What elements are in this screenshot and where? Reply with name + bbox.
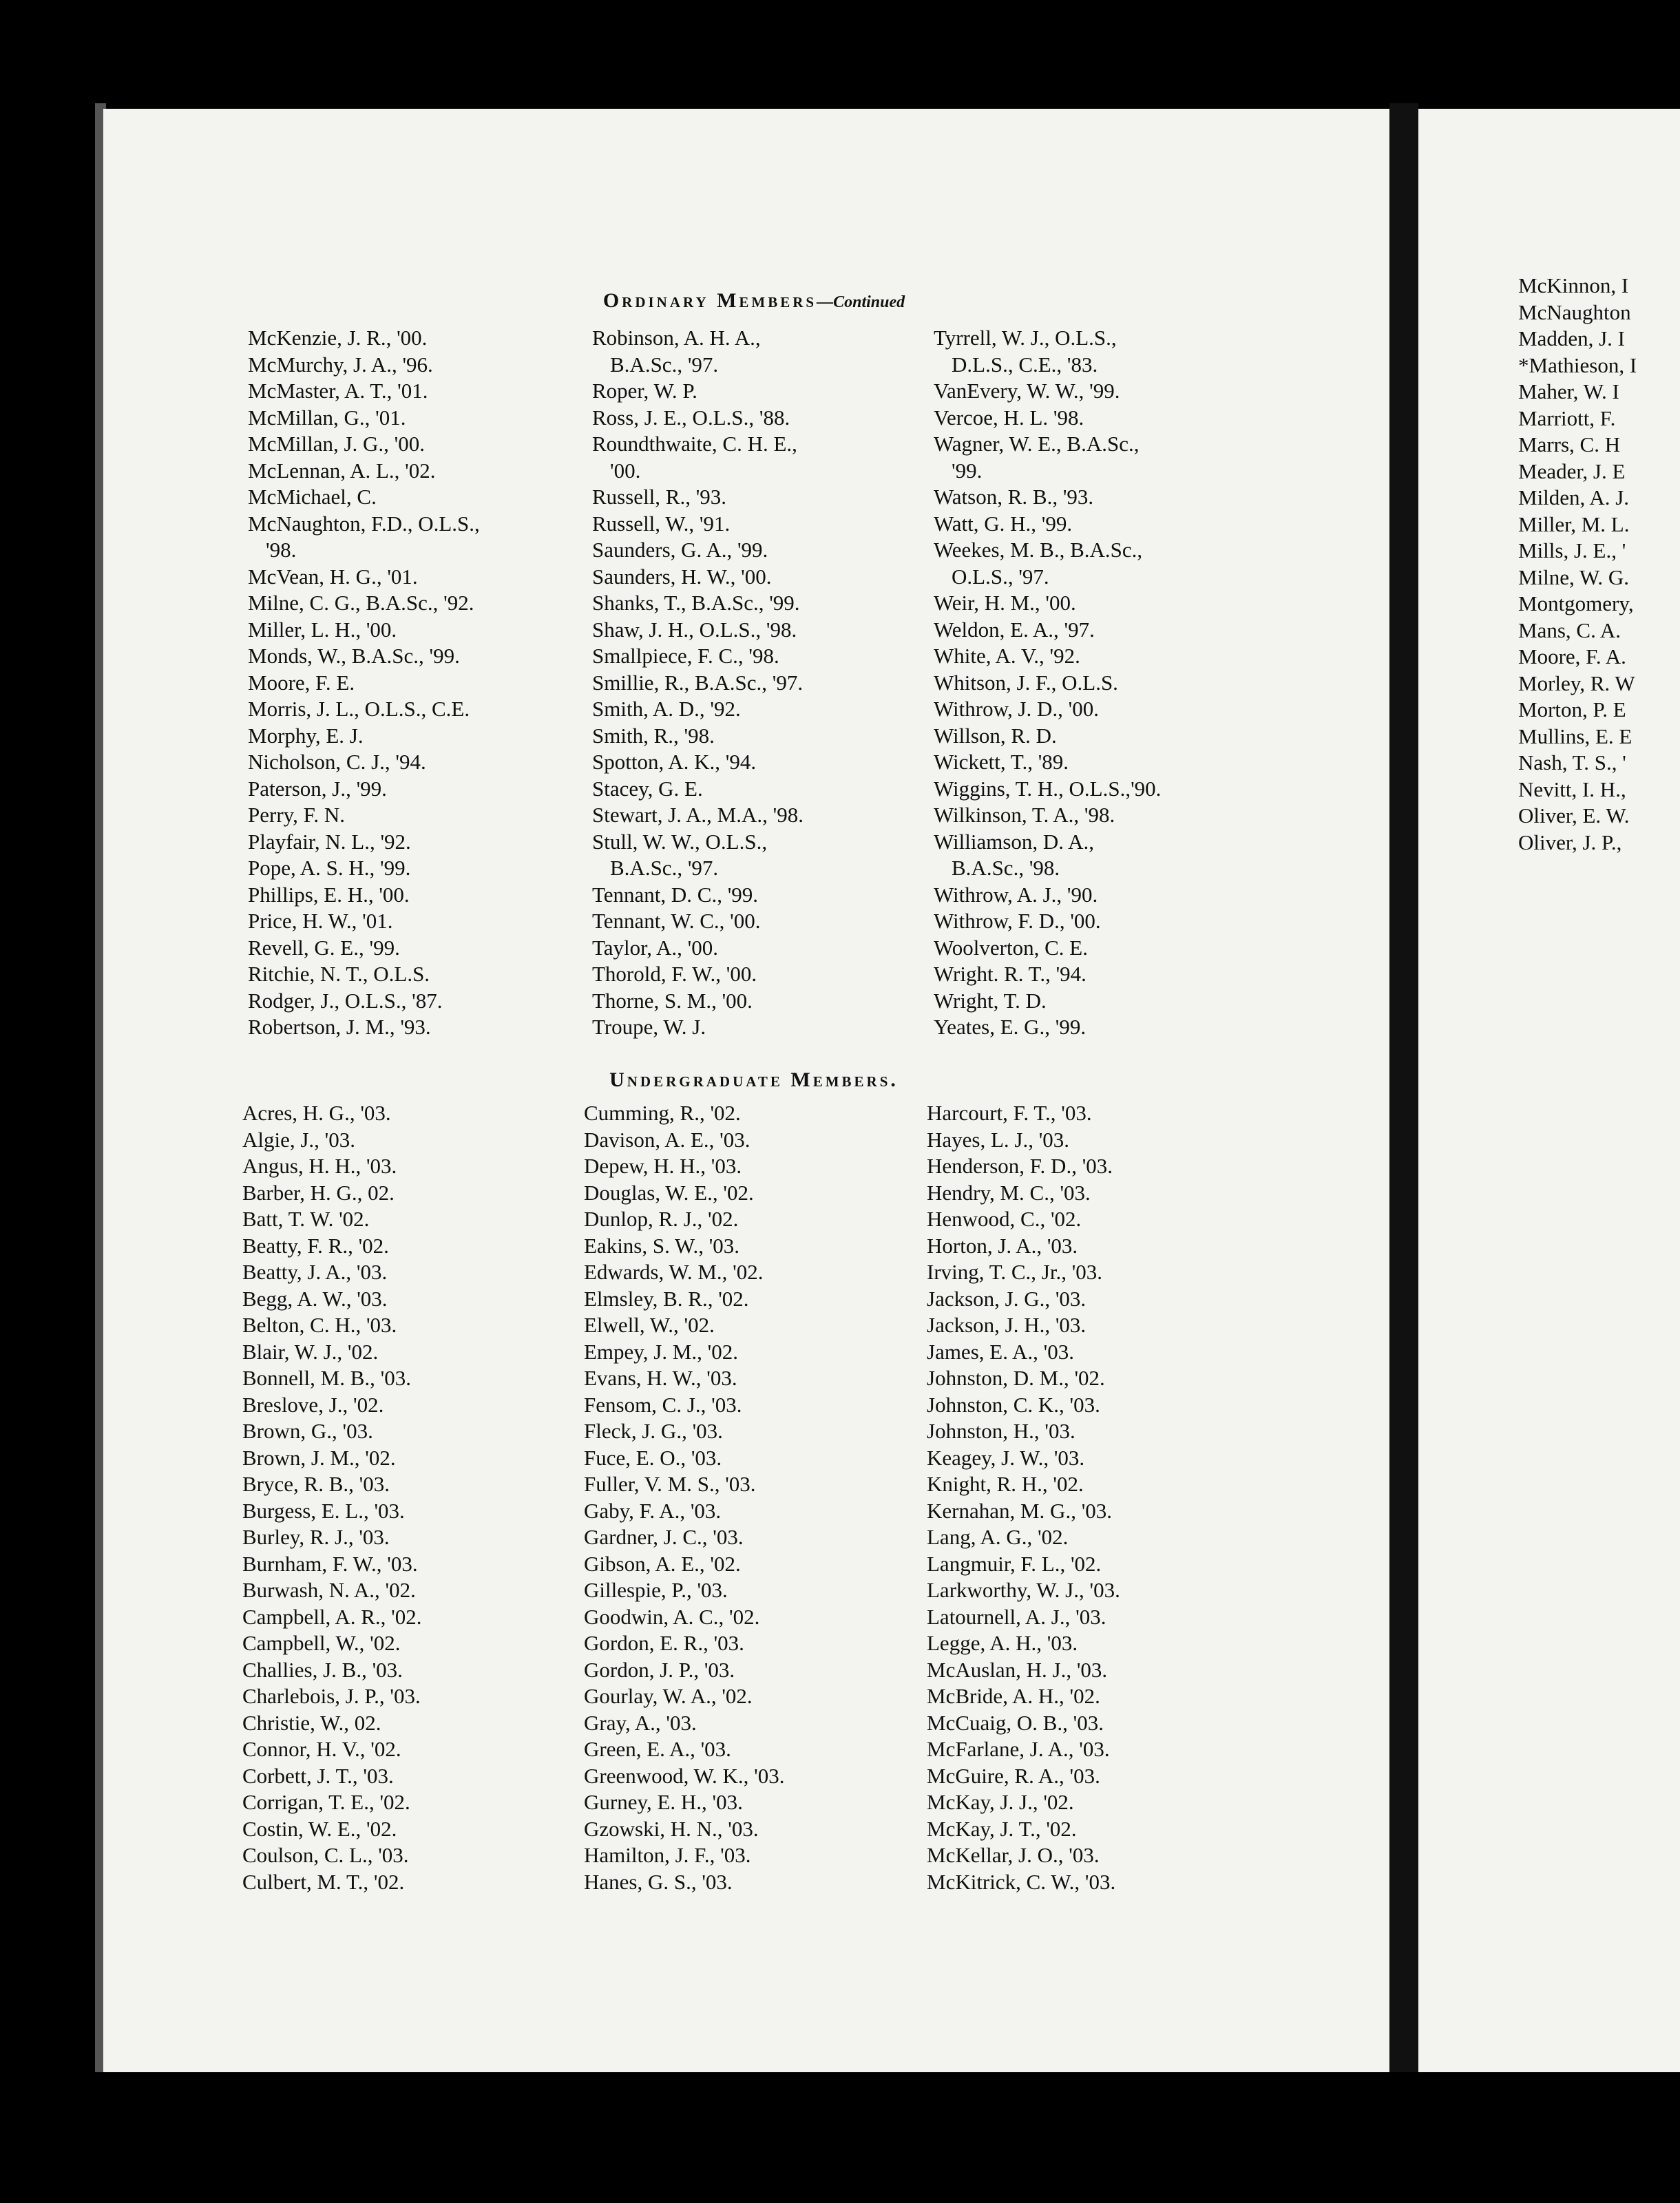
- member-entry: Latournell, A. J., '03.: [927, 1604, 1106, 1629]
- member-entry: Watson, R. B., '93.: [934, 485, 1094, 509]
- member-entry: Russell, W., '91.: [592, 511, 731, 536]
- member-entry: Green, E. A., '03.: [584, 1737, 731, 1761]
- member-entry: Hamilton, J. F., '03.: [584, 1843, 751, 1867]
- member-entry: Smith, R., '98.: [592, 723, 715, 748]
- undergraduate-column-1: [242, 1100, 421, 1895]
- member-entry: Gibson, A. E., '02.: [584, 1551, 741, 1576]
- member-entry: Shanks, T., B.A.Sc., '99.: [592, 591, 800, 615]
- member-entry: Breslove, J., '02.: [242, 1392, 384, 1417]
- member-entry: B.A.Sc., '98.: [952, 856, 1060, 880]
- member-entry: McAuslan, H. J., '03.: [927, 1657, 1108, 1682]
- member-entry: Robertson, J. M., '93.: [248, 1015, 431, 1039]
- member-entry: Davison, A. E., '03.: [584, 1127, 750, 1152]
- member-entry: Tennant, D. C., '99.: [592, 882, 759, 907]
- member-entry: Gray, A., '03.: [584, 1710, 697, 1735]
- member-entry: Empey, J. M., '02.: [584, 1339, 739, 1364]
- member-entry: McKellar, J. O., '03.: [927, 1843, 1100, 1867]
- facing-page-list: [1518, 273, 1637, 856]
- ordinary-column-2: [592, 325, 804, 1041]
- ordinary-column-1: [248, 325, 480, 1041]
- member-entry: Jackson, J. H., '03.: [927, 1313, 1086, 1337]
- member-entry: Milne, C. G., B.A.Sc., '92.: [248, 591, 474, 615]
- heading-text: Undergraduate Members.: [609, 1068, 899, 1091]
- member-entry: Tennant, W. C., '00.: [592, 909, 761, 933]
- member-entry: Withrow, F. D., '00.: [934, 909, 1101, 933]
- member-entry: Williamson, D. A.,: [934, 829, 1094, 854]
- member-entry: Thorne, S. M., '00.: [592, 988, 753, 1013]
- member-entry: Fensom, C. J., '03.: [584, 1392, 742, 1417]
- member-entry: Moore, F. E.: [248, 670, 355, 695]
- member-entry: Charlebois, J. P., '03.: [242, 1684, 421, 1708]
- member-entry: Morton, P. E: [1518, 697, 1626, 721]
- facing-page: [1418, 109, 1680, 2072]
- member-entry: Belton, C. H., '03.: [242, 1313, 397, 1337]
- member-entry: Edwards, W. M., '02.: [584, 1260, 764, 1284]
- member-entry: Weldon, E. A., '97.: [934, 617, 1095, 642]
- member-entry: Johnston, H., '03.: [927, 1419, 1075, 1443]
- member-entry: Bryce, R. B., '03.: [242, 1472, 390, 1496]
- member-entry: Taylor, A., '00.: [592, 935, 718, 960]
- member-entry: Langmuir, F. L., '02.: [927, 1551, 1102, 1576]
- member-entry: Hayes, L. J., '03.: [927, 1127, 1070, 1152]
- member-entry: McVean, H. G., '01.: [248, 564, 418, 589]
- member-entry: McKay, J. J., '02.: [927, 1790, 1074, 1814]
- member-entry: Jackson, J. G., '03.: [927, 1286, 1086, 1311]
- member-entry: Marrs, C. H: [1518, 432, 1621, 456]
- member-entry: Phillips, E. H., '00.: [248, 882, 410, 907]
- member-entry: Madden, J. I: [1518, 326, 1625, 350]
- left-page: [103, 109, 1405, 2072]
- undergraduate-column-3: [927, 1100, 1120, 1895]
- member-entry: Smith, A. D., '92.: [592, 697, 741, 721]
- heading-text: Ordinary Members: [602, 289, 817, 312]
- member-entry: Johnston, D. M., '02.: [927, 1366, 1105, 1390]
- member-entry: Keagey, J. W., '03.: [927, 1445, 1085, 1470]
- member-entry: Harcourt, F. T., '03.: [927, 1101, 1092, 1125]
- member-entry: Brown, J. M., '02.: [242, 1445, 396, 1470]
- member-entry: Stacey, G. E.: [592, 776, 703, 801]
- member-entry: Wilkinson, T. A., '98.: [934, 803, 1115, 827]
- book-gutter: [1389, 103, 1418, 2072]
- member-entry: McMaster, A. T., '01.: [248, 379, 428, 403]
- member-entry: Meader, J. E: [1518, 458, 1626, 483]
- member-entry: McNaughton: [1518, 299, 1631, 324]
- member-entry: Gordon, E. R., '03.: [584, 1631, 744, 1655]
- member-entry: Burley, R. J., '03.: [242, 1525, 390, 1549]
- member-entry: Douglas, W. E., '02.: [584, 1180, 754, 1205]
- member-entry: Tyrrell, W. J., O.L.S.,: [934, 326, 1117, 350]
- member-entry: Playfair, N. L., '92.: [248, 829, 411, 854]
- member-entry: Elmsley, B. R., '02.: [584, 1286, 749, 1311]
- member-entry: Henwood, C., '02.: [927, 1207, 1082, 1231]
- member-entry: Gardner, J. C., '03.: [584, 1525, 744, 1549]
- member-entry: Weir, H. M., '00.: [934, 591, 1076, 615]
- member-entry: McGuire, R. A., '03.: [927, 1763, 1100, 1788]
- member-entry: Irving, T. C., Jr., '03.: [927, 1260, 1103, 1284]
- member-entry: Coulson, C. L., '03.: [242, 1843, 409, 1867]
- member-entry: Wickett, T., '89.: [934, 750, 1069, 774]
- member-entry: Wagner, W. E., B.A.Sc.,: [934, 432, 1140, 456]
- member-entry: Milne, W. G.: [1518, 565, 1630, 589]
- member-entry: Burnham, F. W., '03.: [242, 1551, 418, 1576]
- member-entry: Troupe, W. J.: [592, 1015, 706, 1039]
- member-entry: Yeates, E. G., '99.: [934, 1015, 1086, 1039]
- member-entry: Morphy, E. J.: [248, 723, 364, 748]
- member-entry: Gordon, J. P., '03.: [584, 1657, 735, 1682]
- member-entry: B.A.Sc., '97.: [610, 856, 719, 880]
- member-entry: Willson, R. D.: [934, 723, 1057, 748]
- member-entry: McKay, J. T., '02.: [927, 1816, 1077, 1841]
- member-entry: Acres, H. G., '03.: [242, 1101, 391, 1125]
- member-entry: Campbell, A. R., '02.: [242, 1604, 422, 1629]
- member-entry: Mans, C. A.: [1518, 618, 1621, 642]
- member-entry: Montgomery,: [1518, 591, 1634, 615]
- member-entry: McNaughton, F.D., O.L.S.,: [248, 511, 480, 536]
- member-entry: Rodger, J., O.L.S., '87.: [248, 988, 443, 1013]
- member-entry: Costin, W. E., '02.: [242, 1816, 397, 1841]
- member-entry: Morley, R. W: [1518, 671, 1635, 695]
- member-entry: Wright, T. D.: [934, 988, 1047, 1013]
- member-entry: Fuller, V. M. S., '03.: [584, 1472, 756, 1496]
- member-entry: Greenwood, W. K., '03.: [584, 1763, 785, 1788]
- member-entry: Shaw, J. H., O.L.S., '98.: [592, 617, 797, 642]
- member-entry: Johnston, C. K., '03.: [927, 1392, 1100, 1417]
- member-entry: Depew, H. H., '03.: [584, 1154, 742, 1178]
- member-entry: Smallpiece, F. C., '98.: [592, 644, 779, 668]
- member-entry: Burwash, N. A., '02.: [242, 1578, 416, 1602]
- member-entry: Roundthwaite, C. H. E.,: [592, 432, 797, 456]
- member-entry: Fleck, J. G., '03.: [584, 1419, 723, 1443]
- member-entry: Woolverton, C. E.: [934, 935, 1088, 960]
- member-entry: Kernahan, M. G., '03.: [927, 1498, 1113, 1523]
- member-entry: Culbert, M. T., '02.: [242, 1869, 405, 1894]
- member-entry: McMurchy, J. A., '96.: [248, 352, 433, 377]
- member-entry: White, A. V., '92.: [934, 644, 1080, 668]
- member-entry: Saunders, H. W., '00.: [592, 564, 772, 589]
- member-entry: Ross, J. E., O.L.S., '88.: [592, 405, 790, 430]
- member-entry: Spotton, A. K., '94.: [592, 750, 757, 774]
- member-entry: Withrow, J. D., '00.: [934, 697, 1099, 721]
- undergraduate-column-2: [584, 1100, 784, 1895]
- member-entry: Eakins, S. W., '03.: [584, 1233, 740, 1258]
- member-entry: VanEvery, W. W., '99.: [934, 379, 1120, 403]
- member-entry: McKinnon, I: [1518, 273, 1629, 297]
- member-entry: Horton, J. A., '03.: [927, 1233, 1078, 1258]
- member-entry: McLennan, A. L., '02.: [248, 458, 436, 483]
- member-entry: Goodwin, A. C., '02.: [584, 1604, 760, 1629]
- member-entry: '00.: [610, 458, 641, 483]
- member-entry: McFarlane, J. A., '03.: [927, 1737, 1110, 1761]
- member-entry: Saunders, G. A., '99.: [592, 538, 768, 562]
- member-entry: Beatty, J. A., '03.: [242, 1260, 388, 1284]
- member-entry: Russell, R., '93.: [592, 485, 727, 509]
- member-entry: Hanes, G. S., '03.: [584, 1869, 733, 1894]
- member-entry: Roper, W. P.: [592, 379, 697, 403]
- member-entry: Weekes, M. B., B.A.Sc.,: [934, 538, 1143, 562]
- member-entry: Fuce, E. O., '03.: [584, 1445, 722, 1470]
- member-entry: Elwell, W., '02.: [584, 1313, 715, 1337]
- member-entry: Whitson, J. F., O.L.S.: [934, 670, 1118, 695]
- member-entry: James, E. A., '03.: [927, 1339, 1074, 1364]
- member-entry: Legge, A. H., '03.: [927, 1631, 1078, 1655]
- member-entry: Bonnell, M. B., '03.: [242, 1366, 411, 1390]
- member-entry: Larkworthy, W. J., '03.: [927, 1578, 1120, 1602]
- member-entry: Thorold, F. W., '00.: [592, 962, 757, 986]
- member-entry: Gzowski, H. N., '03.: [584, 1816, 759, 1841]
- member-entry: Monds, W., B.A.Sc., '99.: [248, 644, 460, 668]
- member-entry: '98.: [266, 538, 297, 562]
- member-entry: Knight, R. H., '02.: [927, 1472, 1084, 1496]
- member-entry: Maher, W. I: [1518, 379, 1619, 403]
- member-entry: Miller, L. H., '00.: [248, 617, 397, 642]
- member-entry: Perry, F. N.: [248, 803, 346, 827]
- member-entry: Hendry, M. C., '03.: [927, 1180, 1091, 1205]
- member-entry: Oliver, J. P.,: [1518, 830, 1622, 854]
- member-entry: Nicholson, C. J., '94.: [248, 750, 426, 774]
- member-entry: Barber, H. G., 02.: [242, 1180, 395, 1205]
- member-entry: Campbell, W., '02.: [242, 1631, 401, 1655]
- member-entry: Beatty, F. R., '02.: [242, 1233, 389, 1258]
- member-entry: Dunlop, R. J., '02.: [584, 1207, 739, 1231]
- member-entry: Milden, A. J.: [1518, 485, 1630, 509]
- member-entry: Connor, H. V., '02.: [242, 1737, 401, 1761]
- continued-label: —Continued: [817, 293, 905, 311]
- member-entry: Stewart, J. A., M.A., '98.: [592, 803, 804, 827]
- ordinary-column-3: [934, 325, 1161, 1041]
- member-entry: Blair, W. J., '02.: [242, 1339, 379, 1364]
- member-entry: McKenzie, J. R., '00.: [248, 326, 428, 350]
- member-entry: Price, H. W., '01.: [248, 909, 393, 933]
- member-entry: Burgess, E. L., '03.: [242, 1498, 405, 1523]
- member-entry: Brown, G., '03.: [242, 1419, 373, 1443]
- member-entry: *Mathieson, I: [1518, 352, 1637, 377]
- ordinary-members-heading: [103, 289, 1405, 313]
- member-entry: Nash, T. S., ': [1518, 750, 1626, 774]
- member-entry: Ritchie, N. T., O.L.S.: [248, 962, 430, 986]
- member-entry: Lang, A. G., '02.: [927, 1525, 1069, 1549]
- member-entry: Miller, M. L.: [1518, 512, 1630, 536]
- member-entry: Wiggins, T. H., O.L.S.,'90.: [934, 776, 1162, 801]
- member-entry: Paterson, J., '99.: [248, 776, 387, 801]
- member-entry: Mullins, E. E: [1518, 724, 1632, 748]
- member-entry: McKitrick, C. W., '03.: [927, 1869, 1116, 1894]
- member-entry: Gillespie, P., '03.: [584, 1578, 728, 1602]
- member-entry: O.L.S., '97.: [952, 564, 1049, 589]
- member-entry: Henderson, F. D., '03.: [927, 1154, 1113, 1178]
- member-entry: Wright. R. T., '94.: [934, 962, 1086, 986]
- member-entry: Christie, W., 02.: [242, 1710, 381, 1735]
- member-entry: Robinson, A. H. A.,: [592, 326, 761, 350]
- member-entry: Pope, A. S. H., '99.: [248, 856, 411, 880]
- member-entry: McMillan, G., '01.: [248, 405, 406, 430]
- member-entry: Cumming, R., '02.: [584, 1101, 741, 1125]
- member-entry: Corbett, J. T., '03.: [242, 1763, 394, 1788]
- member-entry: Begg, A. W., '03.: [242, 1286, 388, 1311]
- member-entry: Oliver, E. W.: [1518, 803, 1630, 828]
- member-entry: Angus, H. H., '03.: [242, 1154, 397, 1178]
- member-entry: Mills, J. E., ': [1518, 538, 1626, 562]
- member-entry: Watt, G. H., '99.: [934, 511, 1073, 536]
- member-entry: Nevitt, I. H.,: [1518, 777, 1626, 801]
- member-entry: Corrigan, T. E., '02.: [242, 1790, 410, 1814]
- member-entry: Revell, G. E., '99.: [248, 935, 400, 960]
- member-entry: B.A.Sc., '97.: [610, 352, 719, 377]
- member-entry: McCuaig, O. B., '03.: [927, 1710, 1104, 1735]
- member-entry: Challies, J. B., '03.: [242, 1657, 403, 1682]
- member-entry: Gaby, F. A., '03.: [584, 1498, 722, 1523]
- member-entry: Morris, J. L., O.L.S., C.E.: [248, 697, 470, 721]
- member-entry: Smillie, R., B.A.Sc., '97.: [592, 670, 804, 695]
- undergraduate-members-heading: [103, 1068, 1405, 1092]
- member-entry: Evans, H. W., '03.: [584, 1366, 737, 1390]
- member-entry: Marriott, F.: [1518, 405, 1616, 430]
- member-entry: Gourlay, W. A., '02.: [584, 1684, 753, 1708]
- member-entry: Stull, W. W., O.L.S.,: [592, 829, 768, 854]
- member-entry: Moore, F. A.: [1518, 644, 1626, 668]
- member-entry: Algie, J., '03.: [242, 1127, 356, 1152]
- member-entry: Withrow, A. J., '90.: [934, 882, 1098, 907]
- member-entry: Batt, T. W. '02.: [242, 1207, 370, 1231]
- member-entry: Vercoe, H. L. '98.: [934, 405, 1084, 430]
- member-entry: Gurney, E. H., '03.: [584, 1790, 743, 1814]
- member-entry: McBride, A. H., '02.: [927, 1684, 1100, 1708]
- member-entry: McMillan, J. G., '00.: [248, 432, 426, 456]
- member-entry: D.L.S., C.E., '83.: [952, 352, 1098, 377]
- member-entry: '99.: [952, 458, 983, 483]
- member-entry: McMichael, C.: [248, 485, 377, 509]
